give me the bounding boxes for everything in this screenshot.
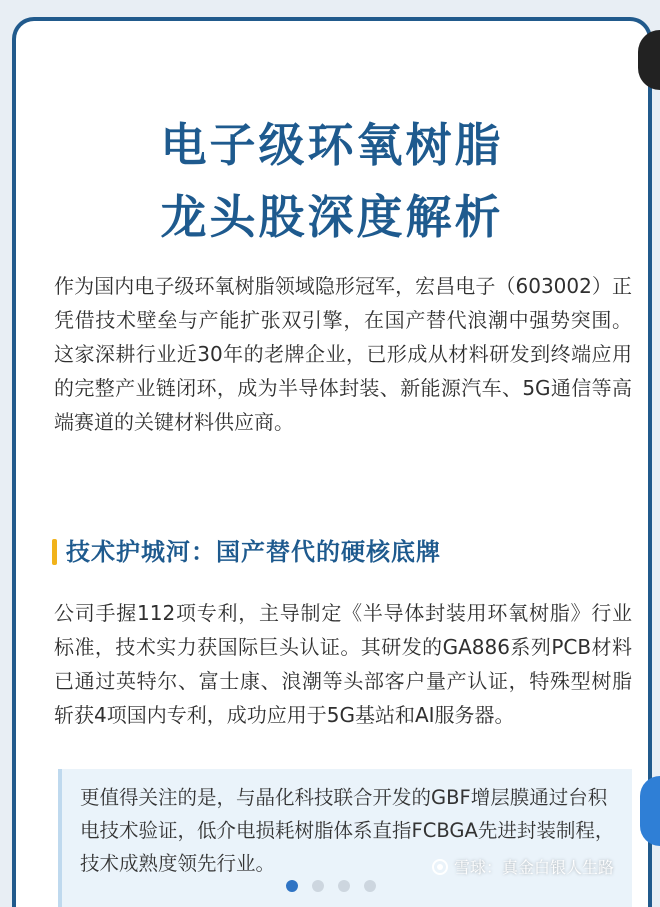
page-dot-4[interactable] (364, 880, 376, 892)
page-dot-2[interactable] (312, 880, 324, 892)
section-body-paragraph: 公司手握112项专利，主导制定《半导体封装用环氧树脂》行业标准，技术实力获国际巨头认证。其研发的GA886系列PCB材料已通过英特尔、富士康、浪潮等头部客户量产认证，特殊型树脂斩获4项国内专利，成功应用于5G基站和AI服务器。 (54, 601, 632, 727)
page-dot-1[interactable] (286, 880, 298, 892)
article-title-line1: 电子级环氧树脂 (160, 118, 504, 172)
pagination-dots (286, 880, 376, 892)
article-card (12, 17, 652, 907)
highlight-quote-text: 更值得关注的是，与晶化科技联合开发的GBF增层膜通过台积电技术验证，低介电损耗树脂体系直指FCBGA先进封装制程，技术成熟度领先行业。 (80, 786, 615, 875)
watermark-text: 雪球：真金白银人生路 (454, 858, 615, 877)
section-title: 技术护城河：国产替代的硬核底牌 (66, 538, 441, 566)
article-title-line2: 龙头股深度解析 (160, 190, 504, 244)
watermark (432, 855, 614, 878)
snowball-logo-icon (432, 859, 448, 875)
floating-action-button-bottom[interactable] (640, 776, 660, 846)
floating-action-button-top[interactable] (638, 30, 660, 90)
page-dot-3[interactable] (338, 880, 350, 892)
intro-paragraph: 作为国内电子级环氧树脂领域隐形冠军，宏昌电子（603002）正凭借技术壁垒与产能扩张双引擎，在国产替代浪潮中强势突围。这家深耕行业近30年的老牌企业，已形成从材料研发到终端应用的完整产业链闭环，成为半导体封装、新能源汽车、5G通信等高端赛道的关键材料供应商。 (54, 274, 632, 434)
section-accent-bar (52, 539, 57, 565)
section-heading (52, 535, 441, 569)
